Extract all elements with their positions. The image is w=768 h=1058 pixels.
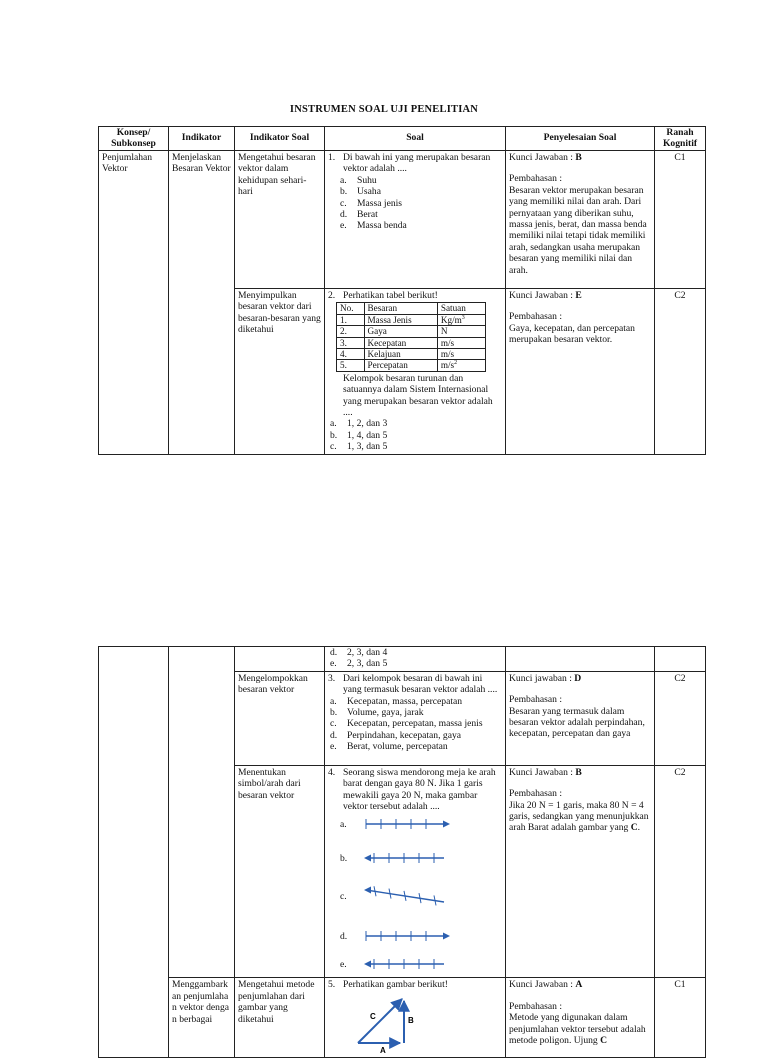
q1-stem: Di bawah ini yang merupakan besaran vektor adalah .... [343, 152, 491, 175]
header-indikator: Indikator [169, 127, 235, 151]
q2-table-row [337, 337, 486, 348]
q2-cont-option-marker: e. [330, 658, 337, 670]
q4-option-marker: b. [340, 852, 348, 864]
q3-option [330, 730, 502, 741]
q2-indikator-soal: Menyimpulkan besaran vektor dari besaran-besaran yang diketahui [235, 289, 325, 455]
cont-penyelesaian [506, 647, 655, 672]
q5-pembahasan: Metode yang digunakan dalam penjumlahan vektor tersebut adalah metode poligon. Ujung C [509, 1012, 646, 1047]
q3-option [330, 718, 502, 729]
cont-ranah [655, 647, 706, 672]
q1-indikator-soal: Mengetahui besaran vektor dalam kehidupan sehari-hari [235, 151, 325, 289]
q1-option [340, 209, 502, 220]
q2-table-cell-besaran: Kelajuan [364, 349, 437, 360]
q3-option-marker: e. [330, 741, 337, 753]
q2-pembahasan: Gaya, kecepatan, dan percepatan merupakan besaran vektor. [509, 322, 635, 346]
q3-option-marker: b. [330, 707, 338, 719]
q1-option-text: Massa jenis [357, 197, 403, 209]
q5-penyelesaian [506, 978, 655, 1058]
q1-kunci: B [575, 152, 582, 163]
q5-number: 5. [328, 979, 336, 991]
q1-option-marker: c. [340, 197, 347, 209]
vector-a-label: A [380, 1045, 386, 1053]
q3-option [330, 707, 502, 718]
q1-options [328, 175, 502, 232]
q2-option-marker: c. [330, 441, 337, 453]
q3-option-marker: d. [330, 729, 338, 741]
q1-option-text: Berat [357, 209, 378, 221]
q2-soal [325, 289, 506, 455]
q4-soal [325, 765, 506, 978]
cont-indikator-soal [235, 647, 325, 672]
indikator-cell-cont [169, 647, 235, 978]
vector-c-label: C [370, 1011, 376, 1021]
q2-ranah: C2 [655, 289, 706, 455]
q4-kunci: B [575, 766, 582, 778]
q2-table-row [337, 314, 486, 325]
q3-number: 3. [328, 672, 336, 684]
q2-pembahasan-label: Pembahasan : [509, 311, 563, 323]
q4-option-marker: c. [340, 890, 347, 902]
q1-ranah: C1 [655, 151, 706, 289]
q3-option-text: Kecepatan, massa, percepatan [347, 695, 463, 707]
q4-option [340, 924, 502, 948]
q3-option [330, 741, 502, 752]
q2-table-cell-satuan: N [437, 326, 485, 337]
q4-arrow-head [443, 933, 450, 940]
q2-option [330, 418, 502, 429]
q1-option-text: Usaha [357, 186, 381, 198]
q2-cont-option [330, 658, 502, 669]
q2-quantity-table [336, 302, 486, 371]
q2-kunci: E [575, 290, 582, 301]
q2-option-text: 1, 3, dan 5 [347, 441, 388, 453]
q1-option [340, 220, 502, 231]
q1-soal [325, 151, 506, 289]
q4-indikator-soal: Menentukan simbol/arah dari besaran vektor [235, 765, 325, 978]
q3-option-text: Volume, gaya, jarak [347, 707, 424, 719]
q2-table-header-cell: No. [337, 303, 365, 314]
q4-pembahasan-label: Pembahasan : [509, 788, 563, 800]
q3-kunci-label: Kunci jawaban : [509, 672, 575, 684]
q2-option-marker: a. [330, 418, 337, 430]
q3-options [328, 696, 502, 753]
q4-number: 4. [328, 766, 336, 778]
q4-vector-arrow [362, 886, 452, 906]
q3-kunci: D [574, 672, 582, 684]
q2-cont-soal [325, 647, 506, 672]
q2-cont-option-text: 2, 3, dan 5 [347, 658, 388, 670]
q4-option [340, 952, 502, 976]
q3-penyelesaian [506, 671, 655, 765]
q4-kunci-label: Kunci Jawaban : [509, 766, 576, 778]
q2-kunci-label: Kunci Jawaban : [509, 290, 576, 301]
q5-indikator-soal: Mengetahui metode penjumlahan dari gambar yang diketahui [235, 978, 325, 1058]
q3-option-text: Berat, volume, percepatan [347, 741, 448, 753]
q2-table-cell-satuan: $m/s^2$ [437, 360, 485, 371]
q4-option-marker: e. [340, 958, 347, 970]
q1-option-marker: d. [340, 209, 348, 221]
q1-option [340, 175, 502, 186]
q2-table-cell-besaran: Kecepatan [364, 337, 437, 348]
q1-option [340, 186, 502, 197]
q4-arrow-head [364, 855, 371, 862]
q3-pembahasan: Besaran yang termasuk dalam besaran vektor adalah perpindahan, kecepatan, percepatan dan gaya [509, 705, 645, 740]
q2-table-cell-besaran: Percepatan [364, 360, 437, 371]
q4-penyelesaian [506, 765, 655, 978]
q5-indikator: Menggambarkan penjumlahan vektor dengan berbagai [169, 978, 235, 1058]
q3-option-text: Kecepatan, percepatan, massa jenis [347, 718, 483, 730]
document-title: INSTRUMEN SOAL UJI PENELITIAN [289, 104, 479, 115]
q3-option-text: Perpindahan, kecepatan, gaya [347, 729, 462, 741]
q4-stem: Seorang siswa mendorong meja ke arah barat dengan gaya 80 N. Jika 1 garis mewakili gaya 20 N, maka gambar vektor tersebut adalah .... [343, 766, 496, 813]
q4-option [340, 812, 502, 836]
q2-table-cell-no: 5. [337, 360, 365, 371]
q2-option [330, 441, 502, 452]
instrument-table-page1 [98, 126, 706, 455]
q1-option [340, 198, 502, 209]
q4-option-marker: a. [340, 818, 347, 830]
q2-table-cell-no: 2. [337, 326, 365, 337]
q2-cont-options [328, 647, 502, 670]
q2-stem: Perhatikan tabel berikut! [343, 290, 438, 301]
q5-pembahasan-label: Pembahasan : [509, 1000, 563, 1012]
q2-table-cell-satuan: m/s [437, 337, 485, 348]
q1-option-text: Suhu [357, 174, 377, 186]
q2-table-cell-no: 4. [337, 349, 365, 360]
q2-number: 2. [328, 290, 336, 301]
q2-options [328, 418, 502, 452]
header-soal: Soal [325, 127, 506, 151]
q4-option [340, 884, 502, 908]
q2-table-cell-no: 3. [337, 337, 365, 348]
q4-ranah: C2 [655, 765, 706, 978]
konsep-cell-cont [99, 647, 169, 1058]
q2-table-cell-no: 1. [337, 314, 365, 325]
q2-option [330, 430, 502, 441]
q3-pembahasan-label: Pembahasan : [509, 694, 563, 706]
indikator-cell: Menjelaskan Besaran Vektor [169, 151, 235, 455]
q4-arrow-head [364, 961, 371, 968]
q2-penyelesaian [506, 289, 655, 455]
q1-option-text: Massa benda [357, 220, 407, 232]
q2-table-cell-satuan: m/s [437, 349, 485, 360]
q5-soal [325, 978, 506, 1058]
q4-vector-arrow [362, 848, 452, 868]
q4-arrow-head [364, 887, 371, 894]
header-indikator-soal: Indikator Soal [235, 127, 325, 151]
q2-after-text: Kelompok besaran turunan dan satuannya dalam Sistem Internasional yang merupakan besaran vektor adalah .... [343, 372, 493, 419]
q4-pembahasan: Jika 20 N = 1 garis, maka 80 N = 4 garis, sedangkan yang menunjukkan arah Barat adalah gambar yang C. [509, 799, 649, 834]
q1-option-marker: e. [340, 220, 347, 232]
q4-vector-arrow [362, 926, 452, 946]
q2-cont-option [330, 647, 502, 658]
q2-table-header-row [337, 303, 486, 314]
q2-option-marker: b. [330, 429, 338, 441]
q5-kunci-label: Kunci Jawaban : [509, 979, 576, 991]
vector-b-label: B [408, 1015, 414, 1025]
instrument-table-page2 [98, 646, 706, 1058]
q3-option [330, 696, 502, 707]
header-penyelesaian: Penyelesaian Soal [506, 127, 655, 151]
q3-soal [325, 671, 506, 765]
q2-option-text: 1, 4, dan 5 [347, 429, 388, 441]
q5-ranah: C1 [655, 978, 706, 1058]
q1-pembahasan: Besaran vektor merupakan besaran yang memiliki nilai dan arah. Dari pernyataan yang diberikan suhu, massa jenis, berat, dan massa benda memiliki nilai tetapi tidak memiliki arah, sedangkan usaha merupakan besaran yang memiliki nilai dan arah. [509, 184, 647, 276]
q1-option-marker: a. [340, 174, 347, 186]
q2-cont-option-marker: d. [330, 647, 338, 658]
q2-cont-option-text: 2, 3, dan 4 [347, 647, 388, 658]
q3-stem: Dari kelompok besaran di bawah ini yang termasuk besaran vektor adalah .... [343, 672, 498, 696]
q2-table-cell-besaran: Gaya [364, 326, 437, 337]
q3-option-marker: c. [330, 718, 337, 730]
header-ranah: Ranah Kognitif [655, 127, 706, 151]
q2-table-row [337, 326, 486, 337]
q4-arrow-head [443, 821, 450, 828]
q1-number: 1. [328, 152, 336, 163]
q5-kunci: A [575, 979, 583, 991]
q3-ranah: C2 [655, 671, 706, 765]
q5-vector-triangle-figure [342, 991, 462, 1053]
q1-penyelesaian [506, 151, 655, 289]
q2-option-text: 1, 2, dan 3 [347, 418, 388, 430]
q4-vector-arrow [362, 814, 452, 834]
q2-table-cell-satuan: $Kg/m^3$ [437, 314, 485, 325]
q4-vector-options [328, 812, 502, 976]
q1-pembahasan-label: Pembahasan : [509, 173, 563, 185]
q3-indikator-soal: Mengelompokkan besaran vektor [235, 671, 325, 765]
q4-vector-arrow [362, 954, 452, 974]
q2-table-row [337, 349, 486, 360]
q2-table-header-cell: Besaran [364, 303, 437, 314]
header-konsep: Konsep/ Subkonsep [99, 127, 169, 151]
q3-option-marker: a. [330, 695, 337, 707]
q2-table-header-cell: Satuan [437, 303, 485, 314]
q2-table-row [337, 360, 486, 371]
q5-stem: Perhatikan gambar berikut! [343, 979, 448, 991]
vector-c-line [358, 999, 402, 1043]
q4-option [340, 846, 502, 870]
q4-option-marker: d. [340, 930, 348, 942]
q1-option-marker: b. [340, 186, 348, 198]
q1-kunci-label: Kunci Jawaban : [509, 152, 576, 163]
q2-table-cell-besaran: Massa Jenis [364, 314, 437, 325]
konsep-cell: Penjumlahan Vektor [99, 151, 169, 455]
